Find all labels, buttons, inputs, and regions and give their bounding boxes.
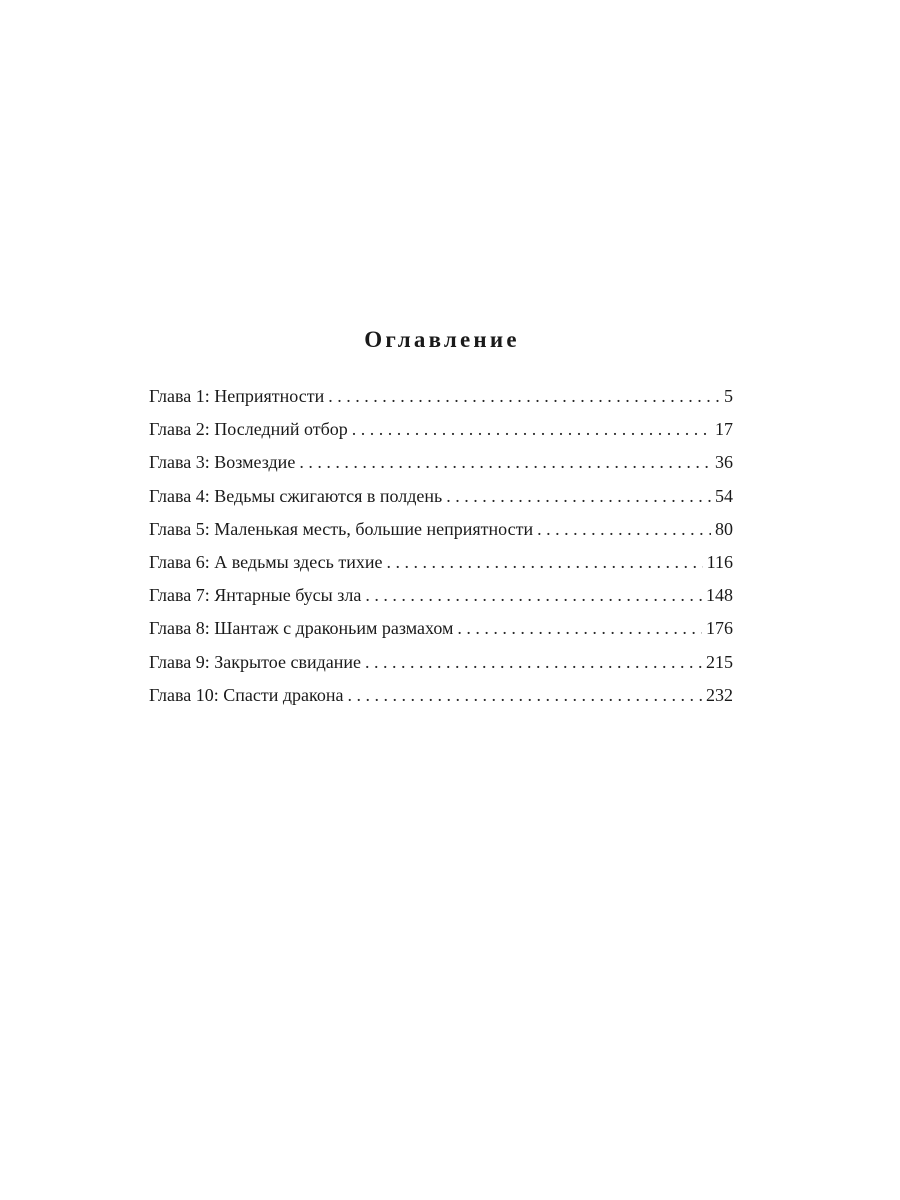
toc-entry-page: 17 — [715, 419, 733, 440]
toc-entry-title: Глава 3: Возмездие — [149, 452, 296, 473]
toc-entry[interactable] — [149, 513, 733, 546]
dot-leader — [328, 380, 720, 413]
toc-entry-title: Глава 2: Последний отбор — [149, 419, 348, 440]
dot-leader — [299, 446, 711, 479]
toc-entry[interactable] — [149, 679, 733, 712]
toc-entry-title: Глава 8: Шантаж с драконьим размахом — [149, 618, 454, 639]
toc-entry[interactable] — [149, 480, 733, 513]
dot-leader — [537, 513, 711, 546]
dot-leader — [457, 612, 702, 645]
dot-leader — [352, 413, 711, 446]
toc-entry-page: 232 — [706, 684, 733, 705]
toc-entry-title: Глава 4: Ведьмы сжигаются в полдень — [149, 485, 443, 506]
dot-leader — [365, 646, 702, 679]
dot-leader — [365, 579, 702, 612]
toc-list — [149, 380, 733, 712]
toc-entry[interactable] — [149, 546, 733, 579]
dot-leader — [446, 480, 711, 513]
toc-heading: Оглавление — [364, 327, 520, 352]
toc-entry[interactable] — [149, 446, 733, 479]
toc-entry[interactable] — [149, 579, 733, 612]
toc-entry-page: 215 — [706, 651, 733, 672]
toc-entry-page: 54 — [715, 485, 733, 506]
dot-leader — [386, 546, 702, 579]
toc-entry[interactable] — [149, 380, 733, 413]
toc-entry-page: 80 — [715, 518, 733, 539]
toc-entry-title: Глава 5: Маленькая месть, большие неприятности — [149, 518, 534, 539]
toc-entry-title: Глава 6: А ведьмы здесь тихие — [149, 551, 383, 572]
toc-entry-title: Глава 9: Закрытое свидание — [149, 651, 361, 672]
dot-leader — [348, 679, 703, 712]
toc-entry-page: 176 — [706, 618, 733, 639]
toc-entry[interactable] — [149, 612, 733, 645]
toc-entry-title: Глава 7: Янтарные бусы зла — [149, 585, 362, 606]
toc-entry[interactable] — [149, 646, 733, 679]
toc-entry-title: Глава 1: Неприятности — [149, 386, 325, 406]
toc-entry-page: 5 — [724, 386, 733, 406]
toc-entry-page: 116 — [706, 551, 733, 572]
toc-entry-page: 36 — [715, 452, 733, 473]
toc-entry-page: 148 — [706, 585, 733, 606]
toc-entry-title: Глава 10: Спасти дракона — [149, 684, 344, 705]
toc-entry[interactable] — [149, 413, 733, 446]
